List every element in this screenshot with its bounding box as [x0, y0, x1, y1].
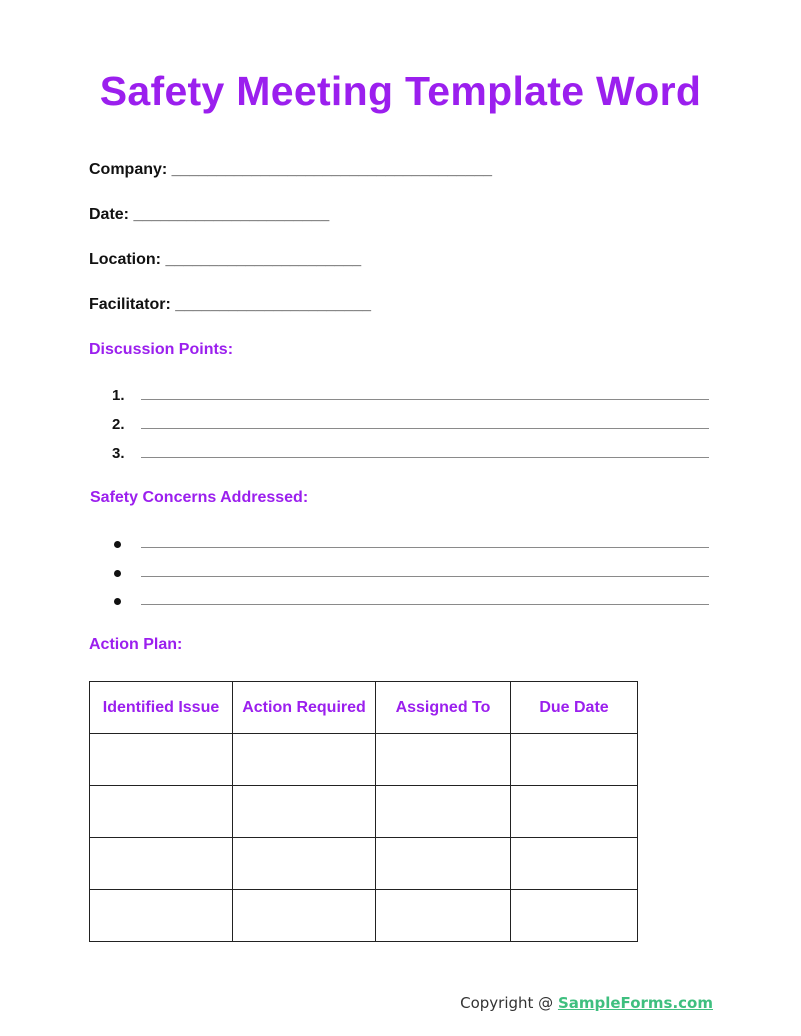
table-cell — [511, 838, 638, 890]
table-cell — [90, 786, 233, 838]
table-row — [90, 734, 638, 786]
table-cell — [90, 838, 233, 890]
copyright-text: Copyright @ — [460, 994, 558, 1012]
safety-concern-line — [141, 576, 709, 577]
facilitator-field: Facilitator: ______________________ — [89, 296, 371, 313]
action-plan-heading: Action Plan: — [89, 636, 183, 653]
table-row — [90, 786, 638, 838]
table-cell — [376, 786, 511, 838]
table-cell — [233, 838, 376, 890]
bullet-icon — [114, 570, 121, 577]
bullet-icon — [114, 541, 121, 548]
column-header-identified-issue: Identified Issue — [90, 682, 233, 734]
page-title: Safety Meeting Template Word — [99, 68, 702, 114]
location-field: Location: ______________________ — [89, 251, 362, 268]
date-field: Date: ______________________ — [89, 206, 330, 223]
table-row — [90, 890, 638, 942]
column-header-action-required: Action Required — [233, 682, 376, 734]
table-cell — [376, 734, 511, 786]
table-cell — [233, 786, 376, 838]
discussion-point-number: 3. — [112, 445, 125, 462]
table-cell — [376, 838, 511, 890]
table-header-row — [90, 682, 638, 734]
discussion-points-heading: Discussion Points: — [89, 341, 234, 358]
table-cell — [233, 734, 376, 786]
discussion-point-line — [141, 428, 709, 429]
safety-concerns-heading: Safety Concerns Addressed: — [90, 489, 309, 506]
table-cell — [233, 890, 376, 942]
column-header-assigned-to: Assigned To — [376, 682, 511, 734]
table-cell — [511, 786, 638, 838]
footer-copyright — [460, 994, 713, 1012]
discussion-point-number: 1. — [112, 387, 125, 404]
table-cell — [511, 734, 638, 786]
sampleforms-link[interactable]: SampleForms.com — [557, 994, 713, 1012]
safety-concern-line — [141, 604, 709, 605]
discussion-point-number: 2. — [112, 416, 125, 433]
safety-concern-line — [141, 547, 709, 548]
table-row — [90, 838, 638, 890]
company-field: Company: ____________________________________ — [89, 161, 493, 178]
discussion-point-line — [141, 399, 709, 400]
table-cell — [511, 890, 638, 942]
discussion-point-line — [141, 457, 709, 458]
table-cell — [376, 890, 511, 942]
table-cell — [90, 890, 233, 942]
column-header-due-date: Due Date — [511, 682, 638, 734]
action-plan-table — [89, 681, 638, 942]
bullet-icon — [114, 598, 121, 605]
table-cell — [90, 734, 233, 786]
